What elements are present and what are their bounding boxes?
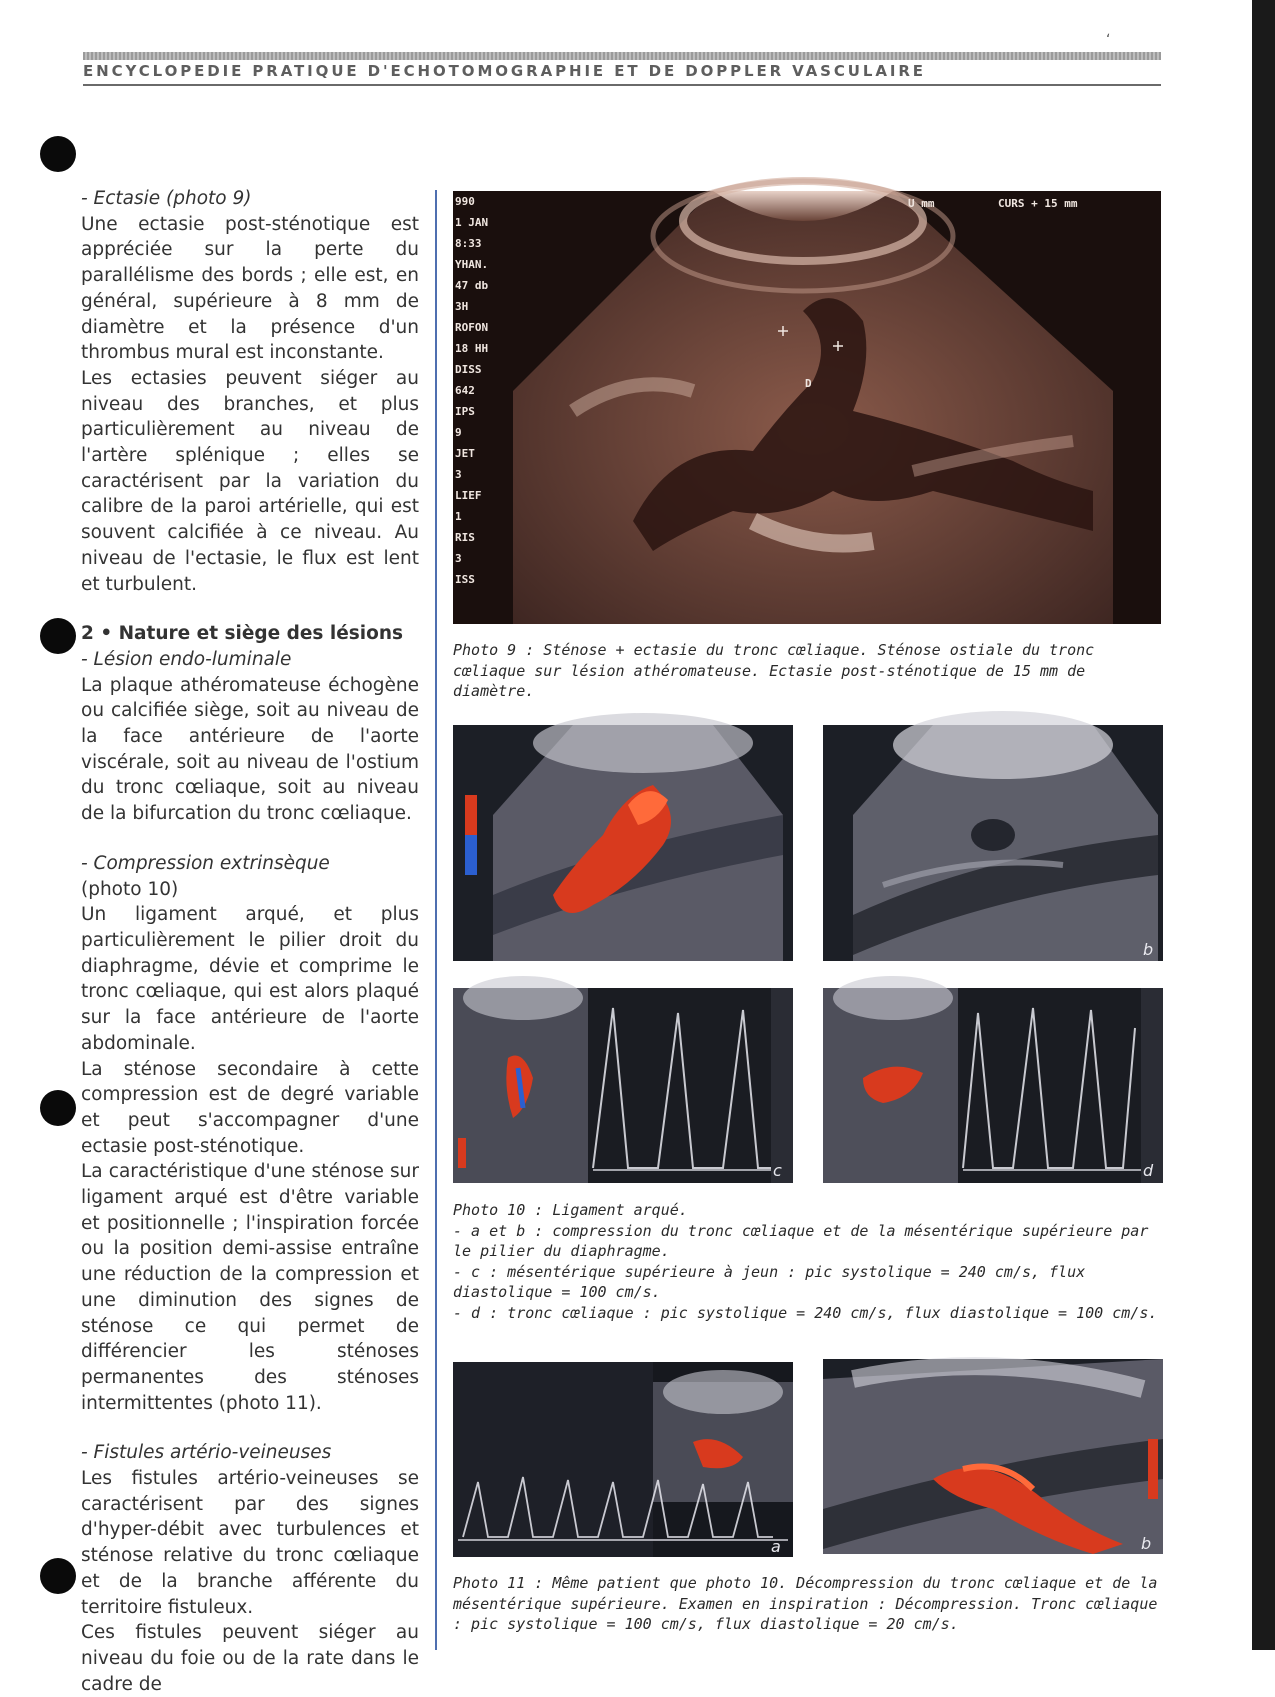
overlay-text: ISS bbox=[455, 573, 475, 586]
spacer bbox=[81, 827, 419, 851]
punch-hole bbox=[40, 1090, 76, 1126]
photo-10-caption bbox=[453, 1200, 1161, 1323]
overlay-text: JET bbox=[455, 447, 475, 460]
photo-10c-spectral-doppler bbox=[453, 988, 793, 1183]
ectasie-paragraph-2: Les ectasies peuvent siéger au niveau des branches, et plus particulièrement au niveau de l'artère splénique ; elles se caractérisent par la variation du calibre de la paroi artérielle, qui est souvent calcifiée à ce niveau. Au niveau de l'ectasie, le flux est lent et turbulent. bbox=[81, 367, 419, 595]
overlay-text: DISS bbox=[455, 363, 482, 376]
overlay-text: 18 HH bbox=[455, 342, 489, 355]
overlay-text: 9 bbox=[455, 426, 462, 439]
caption-line-d: - d : tronc cœliaque : pic systolique = 240 cm/s, flux diastolique = 100 cm/s. bbox=[453, 1303, 1158, 1322]
photo-11-caption: Photo 11 : Même patient que photo 10. Décompression du tronc cœliaque et de la mésentérique supérieure. Examen en inspiration : Décompression. Tronc cœliaque : pic systolique = 100 cm/s, flux diastolique = 20 cm/s. bbox=[453, 1574, 1158, 1633]
overlay-text: 1 bbox=[455, 510, 462, 523]
punch-hole bbox=[40, 618, 76, 654]
overlay-text: ROFON bbox=[455, 321, 489, 334]
overlay-text: 990 bbox=[455, 195, 475, 208]
compression-paragraph-3: La caractéristique d'une sténose sur ligament arqué est d'être variable et positionnelle ; l'inspiration forcée ou la position demi-assise entraîne une réduction de la compression et une diminution des signes de sténose ce qui permet de différencier les sténoses permanentes des sténoses intermittentes (photo 11). bbox=[81, 1161, 419, 1414]
photo-10d-spectral-doppler bbox=[823, 988, 1163, 1183]
photo-10a-doppler bbox=[453, 725, 793, 961]
lesion-heading: - Lésion endo-luminale bbox=[81, 648, 292, 670]
spacer bbox=[81, 1416, 419, 1440]
fistules-heading: - Fistules artério-veineuses bbox=[81, 1442, 332, 1464]
left-text-column bbox=[81, 186, 419, 1697]
section-2-heading: 2 • Nature et siège des lésions bbox=[81, 623, 404, 645]
overlay-text: LIEF bbox=[455, 489, 482, 502]
ectasie-heading: - Ectasie (photo 9) bbox=[81, 188, 252, 209]
overlay-mode: U mm bbox=[908, 197, 935, 210]
spacer bbox=[81, 597, 419, 621]
caption-line-a-b: - a et b : compression du tronc cœliaque et de la mésentérique supérieure par le pilier du diaphragme. bbox=[453, 1221, 1149, 1260]
punch-hole bbox=[40, 1558, 76, 1594]
corner-mark: ʻ bbox=[1106, 32, 1111, 48]
ectasie-paragraph-1: Une ectasie post-sténotique est appréciée sur la perte du parallélisme des bords ; elle est, en général, supérieure à 8 mm de diamètre et la présence d'un thrombus mural est inconstante. bbox=[81, 213, 419, 364]
lesion-paragraph: La plaque athéromateuse échogène ou calcifiée siège, soit au niveau de la face antérieure de l'aorte viscérale, soit au niveau de l'ostium du tronc cœliaque, soit au niveau de la bifurcation du tronc cœliaque. bbox=[81, 674, 419, 825]
overlay-text: 8:33 bbox=[455, 237, 482, 250]
photo-10b-ultrasound bbox=[823, 725, 1163, 961]
overlay-text: RIS bbox=[455, 531, 475, 544]
page-edge-shadow bbox=[1252, 0, 1275, 1650]
panel-label: b bbox=[1143, 940, 1154, 959]
column-divider bbox=[435, 190, 437, 1650]
punch-hole bbox=[40, 136, 76, 172]
fistules-paragraph-2: Ces fistules peuvent siéger au niveau du foie ou de la rate dans le cadre de bbox=[81, 1622, 419, 1695]
overlay-text: 47 db bbox=[455, 279, 489, 292]
caption-line-c: - c : mésentérique supérieure à jeun : pic systolique = 240 cm/s, flux diastolique = 100 cm/s. bbox=[453, 1262, 1086, 1301]
compression-heading: - Compression extrinsèque bbox=[81, 852, 330, 874]
caption-title: Photo 10 : Ligament arqué. bbox=[453, 1201, 688, 1219]
overlay-cursor: CURS + 15 mm bbox=[998, 197, 1078, 210]
compression-paragraph-2: La sténose secondaire à cette compression est de degré variable et peut s'accompagner d'une ectasie post-sténotique. bbox=[81, 1058, 419, 1157]
fistules-paragraph-1: Les fistules artério-veineuses se caractérisent par des signes d'hyper-débit avec turbulences et sténose relative du tronc cœliaque et de la branche afférente du territoire fistuleux. bbox=[81, 1468, 419, 1618]
compression-photo-ref: (photo 10) bbox=[81, 878, 179, 900]
overlay-text: 3H bbox=[455, 300, 469, 313]
running-header: ENCYCLOPEDIE PRATIQUE D'ECHOTOMOGRAPHIE ET DE DOPPLER VASCULAIRE bbox=[83, 62, 926, 80]
photo-11b-doppler bbox=[823, 1359, 1163, 1554]
header-rule bbox=[83, 84, 1161, 86]
overlay-text: 642 bbox=[455, 384, 475, 397]
header-band bbox=[83, 52, 1161, 60]
panel-label: c bbox=[773, 1161, 782, 1180]
photo-9-caption: Photo 9 : Sténose + ectasie du tronc cœliaque. Sténose ostiale du tronc cœliaque sur lésion athéromateuse. Ectasie post-sténotique de 15 mm de diamètre. bbox=[453, 641, 1095, 700]
overlay-text: 3 bbox=[455, 468, 462, 481]
panel-label: a bbox=[771, 1537, 781, 1556]
panel-label: b bbox=[1141, 1534, 1152, 1553]
overlay-text: 3 bbox=[455, 552, 462, 565]
overlay-text: 1 JAN bbox=[455, 216, 489, 229]
measure-marker: D bbox=[805, 377, 812, 390]
overlay-text: IPS bbox=[455, 405, 475, 418]
photo-9-ultrasound bbox=[453, 191, 1161, 624]
compression-paragraph-1: Un ligament arqué, et plus particulièrement le pilier droit du diaphragme, dévie et comprime le tronc cœliaque, qui est alors plaqué sur la face antérieure de l'aorte abdominale. bbox=[81, 904, 419, 1054]
photo-11a-spectral-doppler bbox=[453, 1362, 793, 1557]
panel-label: d bbox=[1143, 1161, 1154, 1180]
overlay-text: YHAN. bbox=[455, 258, 489, 271]
